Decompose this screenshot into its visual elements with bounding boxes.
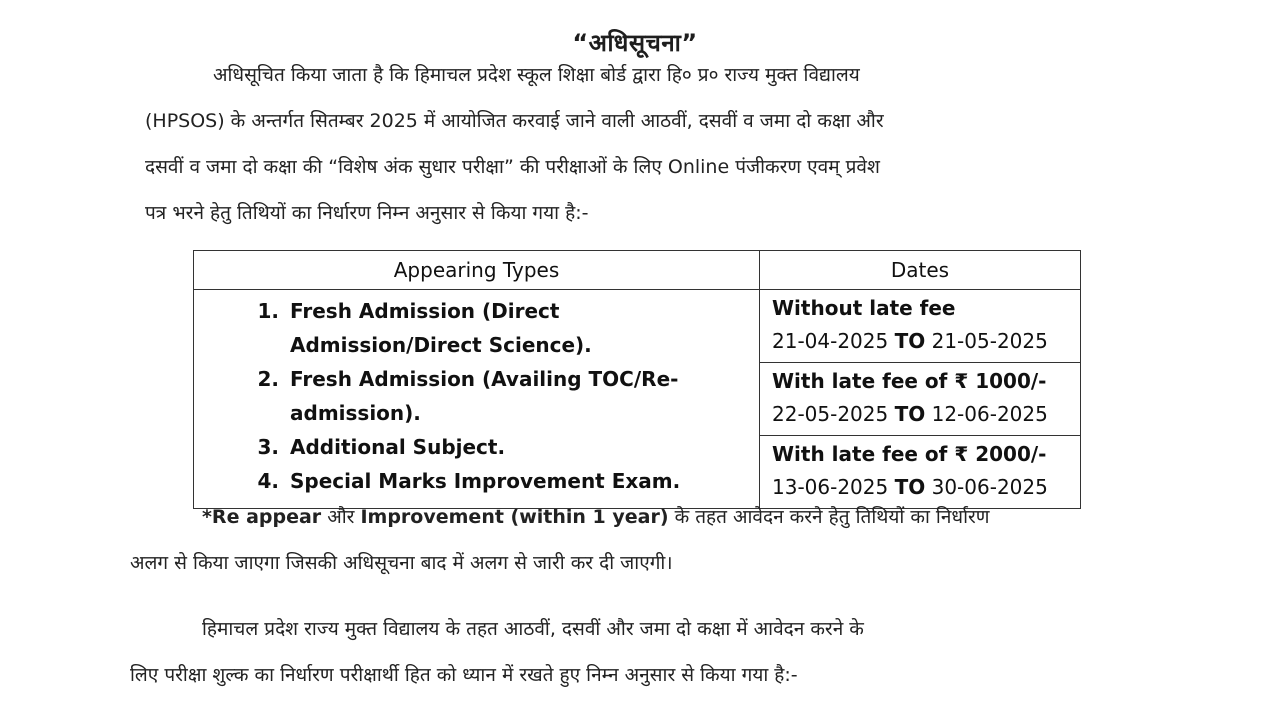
list-item: 3. Additional Subject. — [286, 430, 745, 464]
header-dates: Dates — [760, 251, 1081, 290]
note-rest: के तहत आवेदन करने हेतु तिथियों का निर्धारण — [668, 506, 990, 528]
date-to-word: TO — [894, 475, 926, 499]
list-item: 4. Special Marks Improvement Exam. — [286, 464, 745, 498]
list-item: 2. Fresh Admission (Availing TOC/Re-admission). — [286, 362, 745, 430]
date-cell-without-late-fee — [760, 290, 1081, 363]
date-to: 30-06-2025 — [931, 475, 1048, 499]
intro-line-4: पत्र भरने हेतु तिथियों का निर्धारण निम्न अनुसार से किया गया है:- — [145, 202, 589, 224]
date-to: 21-05-2025 — [931, 329, 1048, 353]
date-from: 22-05-2025 — [772, 402, 889, 426]
date-range — [772, 398, 1068, 431]
note-line-1 — [130, 494, 1155, 540]
appearing-types-list — [242, 294, 745, 498]
intro-paragraph — [145, 52, 1150, 236]
date-to-word: TO — [894, 329, 926, 353]
table-header-row — [194, 251, 1081, 290]
date-to-word: TO — [894, 402, 926, 426]
schedule-table — [193, 250, 1081, 509]
intro-line-2: (HPSOS) के अन्तर्गत सितम्बर 2025 में आयोजित करवाई जाने वाली आठवीं, दसवीं व जमा दो कक्षा और — [145, 110, 884, 132]
note-re-appear: *Re appear — [202, 506, 322, 528]
date-range — [772, 325, 1068, 358]
fee-label: With late fee of ₹ 2000/- — [772, 442, 1047, 466]
list-item: 1. Fresh Admission (Direct Admission/Direct Science). — [286, 294, 745, 362]
date-to: 12-06-2025 — [931, 402, 1048, 426]
note-and: और — [321, 506, 361, 528]
header-appearing-types: Appearing Types — [194, 251, 760, 290]
date-from: 13-06-2025 — [772, 475, 889, 499]
fee-label: With late fee of ₹ 1000/- — [772, 369, 1047, 393]
fee-paragraph — [130, 606, 1158, 698]
date-from: 21-04-2025 — [772, 329, 889, 353]
date-cell-late-fee-1000 — [760, 363, 1081, 436]
fee-label: Without late fee — [772, 296, 956, 320]
intro-line-3: दसवीं व जमा दो कक्षा की “विशेष अंक सुधार परीक्षा” की परीक्षाओं के लिए Online पंजीकरण एवम् प्रवेश — [145, 156, 880, 178]
table-row — [194, 290, 1081, 363]
fee-line-1: हिमाचल प्रदेश राज्य मुक्त विद्यालय के तहत आठवीं, दसवीं और जमा दो कक्षा में आवेदन करने के — [202, 618, 864, 640]
note-paragraph — [130, 494, 1155, 586]
notification-title: “अधिसूचना” — [572, 29, 698, 57]
fee-line-2: लिए परीक्षा शुल्क का निर्धारण परीक्षार्थी हित को ध्यान में रखते हुए निम्न अनुसार से किया गया है:- — [130, 664, 798, 686]
note-line-2: अलग से किया जाएगा जिसकी अधिसूचना बाद में अलग से जारी कर दी जाएगी। — [130, 552, 673, 574]
intro-line-1: अधिसूचित किया जाता है कि हिमाचल प्रदेश स्कूल शिक्षा बोर्ड द्वारा हि० प्र० राज्य मुक्त विद्यालय — [213, 64, 860, 86]
note-improvement: Improvement (within 1 year) — [360, 506, 669, 528]
appearing-types-cell — [194, 290, 760, 509]
